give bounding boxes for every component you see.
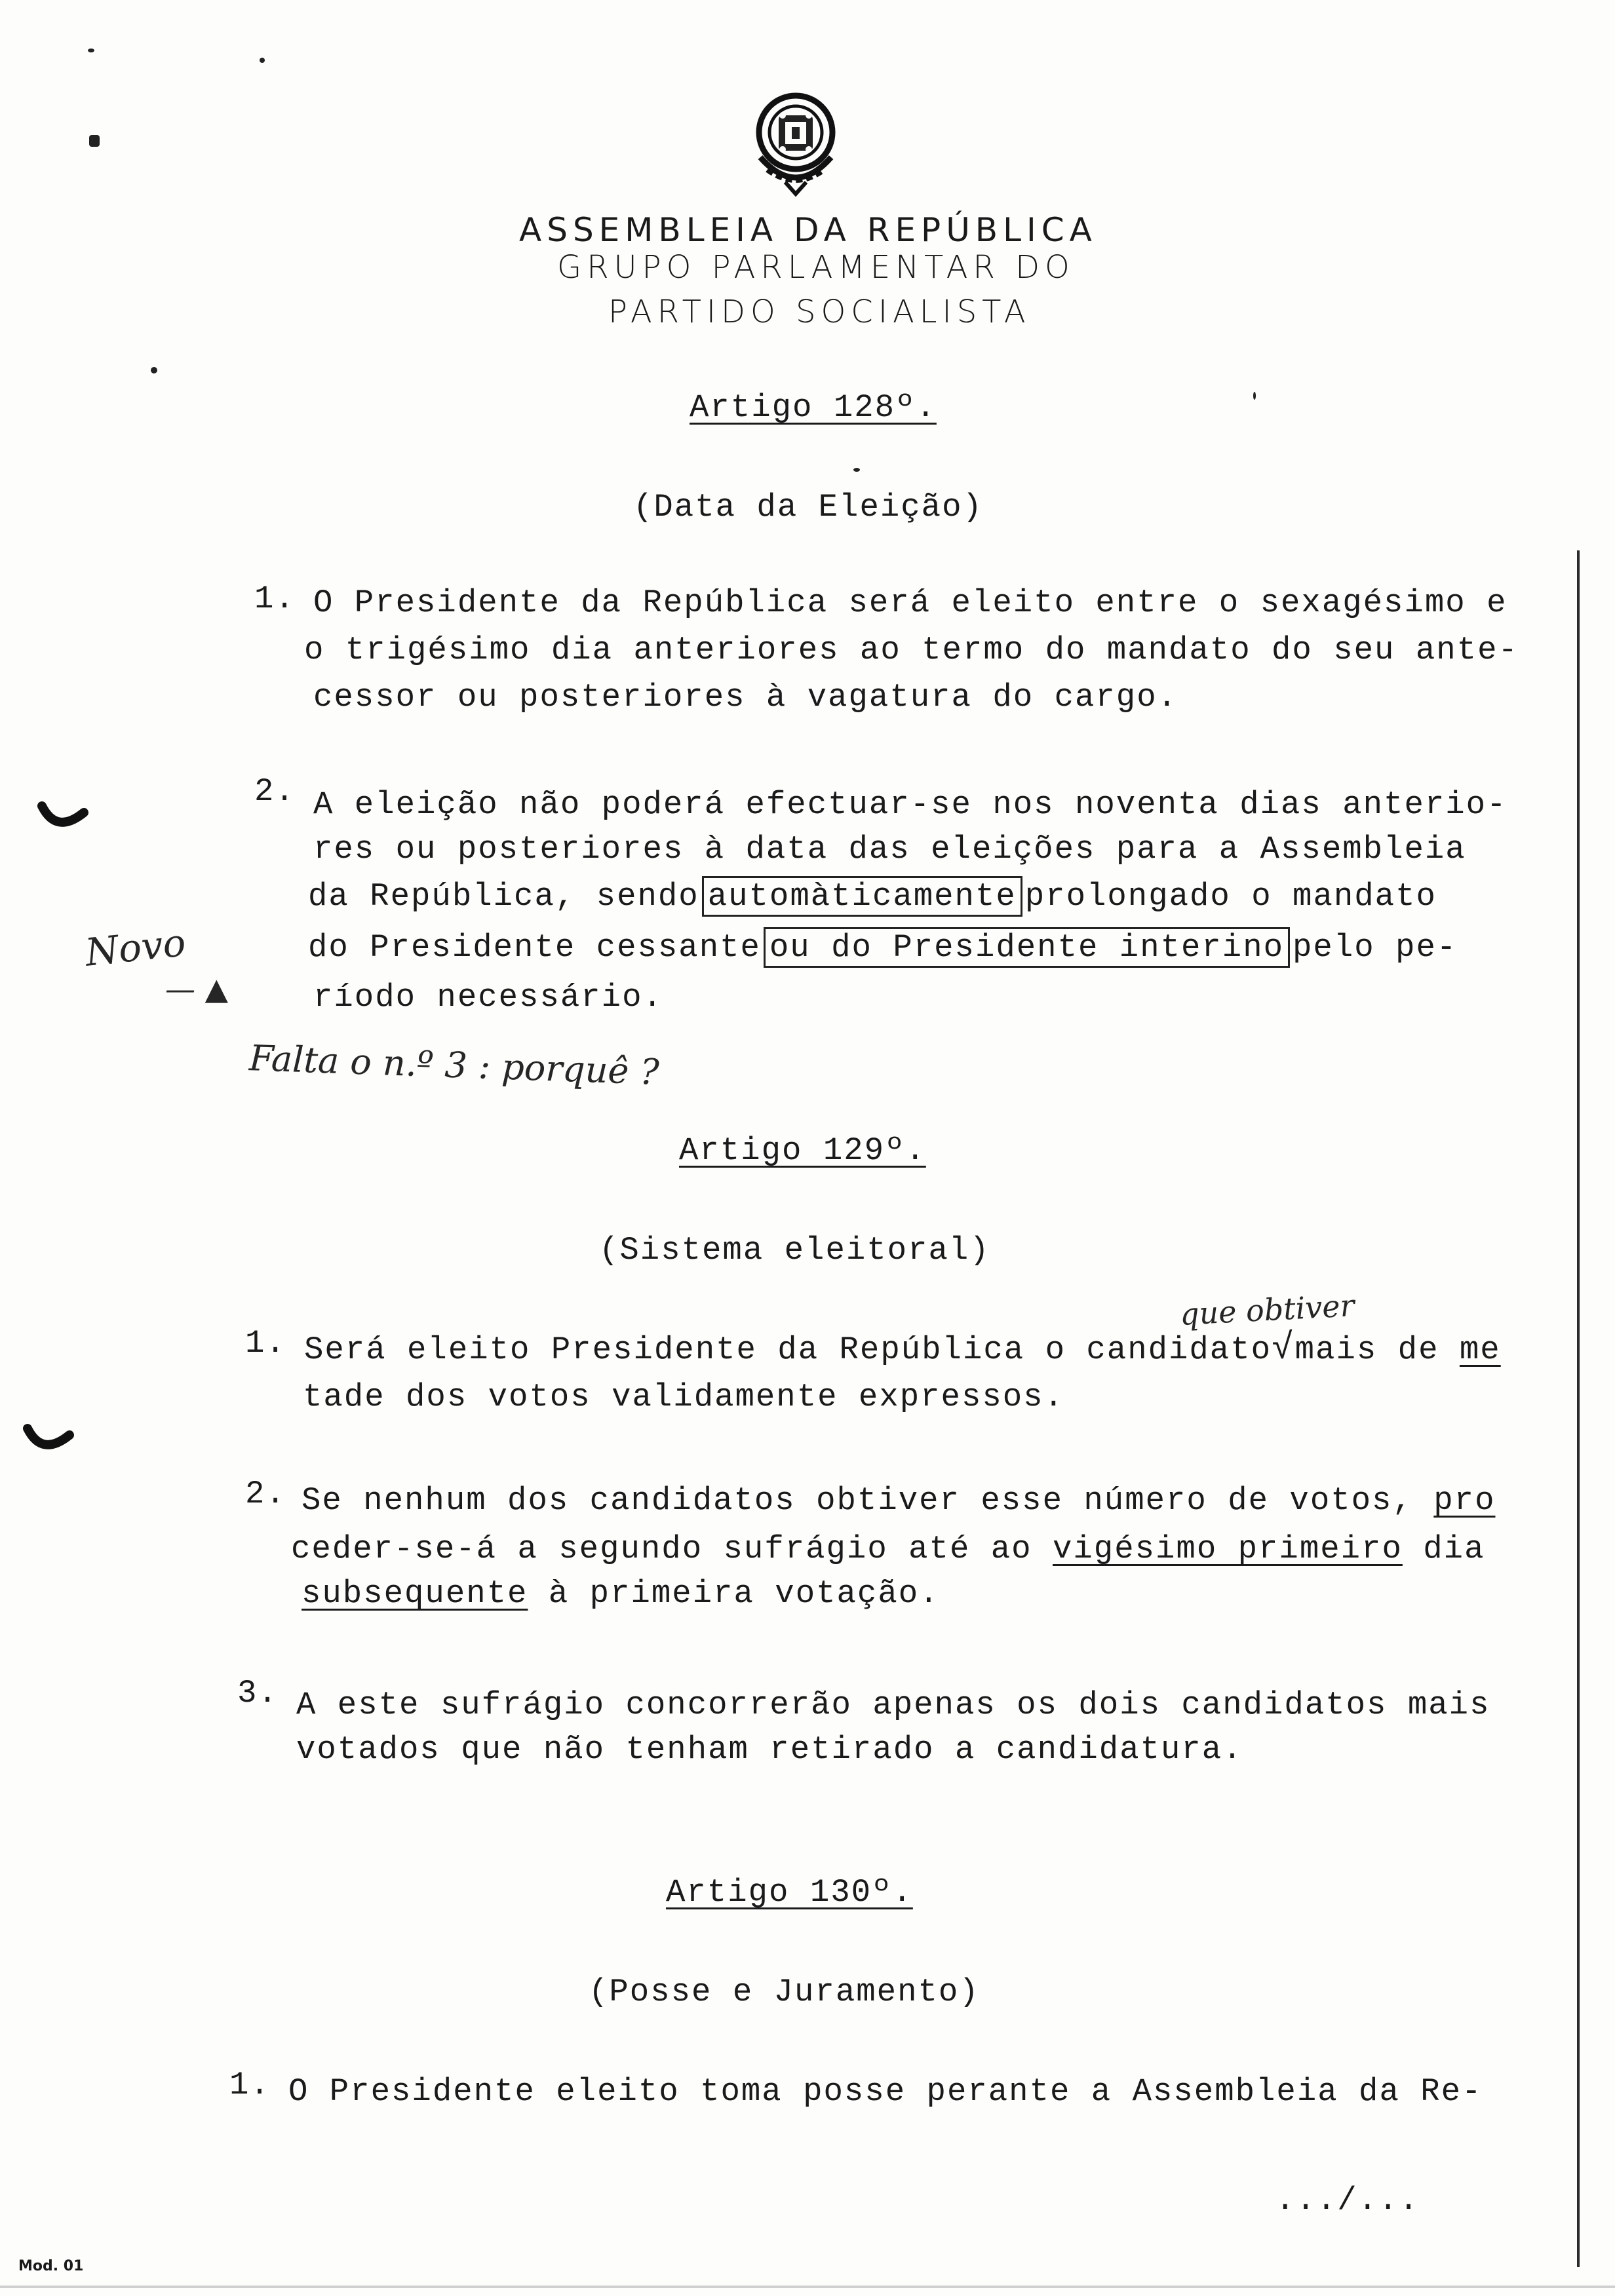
coat-of-arms-emblem [745,86,847,197]
continuation-marker: .../... [1275,2182,1420,2219]
article-128-p1-line: O Presidente da República será eleito entre o sexagésimo e [313,584,1508,621]
form-code: Mod. 01 [18,2258,84,2274]
article-129-subtitle: (Sistema eleitoral) [599,1232,990,1269]
article-129-p2-line [291,1531,1485,1567]
article-128-p2-line [308,878,1437,915]
article-128-p1-line: o trigésimo dia anteriores ao termo do mandato do seu ante- [304,632,1519,668]
text-span: ceder-se-á a segundo sufrágio até ao [291,1531,1032,1567]
binder-hole-mark-icon [22,1423,75,1460]
article-129-p2-line [302,1482,1495,1519]
handwritten-margin-note: Novo [83,920,188,975]
insertion-mark-icon: √ [1272,1328,1295,1369]
underlined-text: me [1459,1331,1501,1368]
text-span: pelo pe- [1293,929,1458,966]
underlined-text: subsequente [302,1575,528,1612]
article-128-subtitle: (Data da Eleição) [633,489,983,526]
text-span: à primeira votação. [548,1575,940,1612]
paragraph-number: 2. [254,773,296,810]
text-span: da República, sendo [308,878,699,915]
scan-speck [88,48,94,52]
handwritten-margin-mark: — ▲ [165,971,228,1006]
text-span: mais de [1294,1331,1439,1368]
boxed-annotation: automàticamente [702,876,1022,917]
article-129-p2-line [302,1575,940,1612]
paragraph-number: 1. [245,1325,286,1362]
article-129-p1-line [304,1328,1501,1369]
paragraph-number: 3. [237,1675,279,1712]
header-line-2: GRUPO PARLAMENTAR DO [557,249,1075,286]
article-130-p1-line: O Presidente eleito toma posse perante a Assembleia da Re- [288,2073,1483,2110]
article-129-title: Artigo 129º. [679,1132,926,1169]
article-128-p2-line: A eleição não poderá efectuar-se nos noventa dias anterio- [313,786,1508,823]
paragraph-number: 1. [254,581,296,617]
article-128-p2-line: res ou posteriores à data das eleições para a Assembleia [313,831,1466,868]
scan-speck [260,58,265,63]
article-128-title: Artigo 128º. [690,389,937,426]
scan-speck [1253,392,1256,400]
underlined-text: pro [1433,1482,1496,1519]
article-128-p2-line [308,929,1457,966]
boxed-annotation: ou do Presidente interino [764,927,1290,968]
scan-speck [853,468,860,472]
scan-speck [151,367,157,373]
article-129-p3-line: A este sufrágio concorrerão apenas os dois candidatos mais [296,1687,1490,1723]
header-line-1: ASSEMBLEIA DA REPÚBLICA [519,211,1097,249]
header-line-3: PARTIDO SOCIALISTA [608,294,1031,330]
article-128-p2-line: ríodo necessário. [313,979,663,1016]
text-span: do Presidente cessante [308,929,761,966]
text-span: Se nenhum dos candidatos obtiver esse número de votos, [302,1482,1413,1519]
text-span: prolongado o mandato [1024,878,1437,915]
handwritten-insertion: que obtiver [1178,1288,1355,1332]
article-130-title: Artigo 130º. [666,1874,913,1911]
article-128-p1-line: cessor ou posteriores à vagatura do cargo. [313,679,1178,716]
text-span: dia [1423,1531,1485,1567]
text-span: Será eleito Presidente da República o candidato [304,1331,1272,1368]
article-129-p1-line: tade dos votos validamente expressos. [303,1379,1064,1415]
handwritten-note: Falta o n.º 3 : porquê ? [248,1037,660,1093]
underlined-text: vigésimo primeiro [1052,1531,1403,1567]
article-130-subtitle: (Posse e Juramento) [589,1974,980,2010]
page-edge-line [1577,550,1580,2267]
paragraph-number: 1. [229,2067,271,2103]
article-129-p3-line: votados que não tenham retirado a candidatura. [296,1731,1243,1768]
scan-speck [89,135,100,147]
binder-hole-mark-icon [37,801,89,837]
page-bottom-edge [0,2286,1615,2288]
paragraph-number: 2. [245,1476,286,1512]
